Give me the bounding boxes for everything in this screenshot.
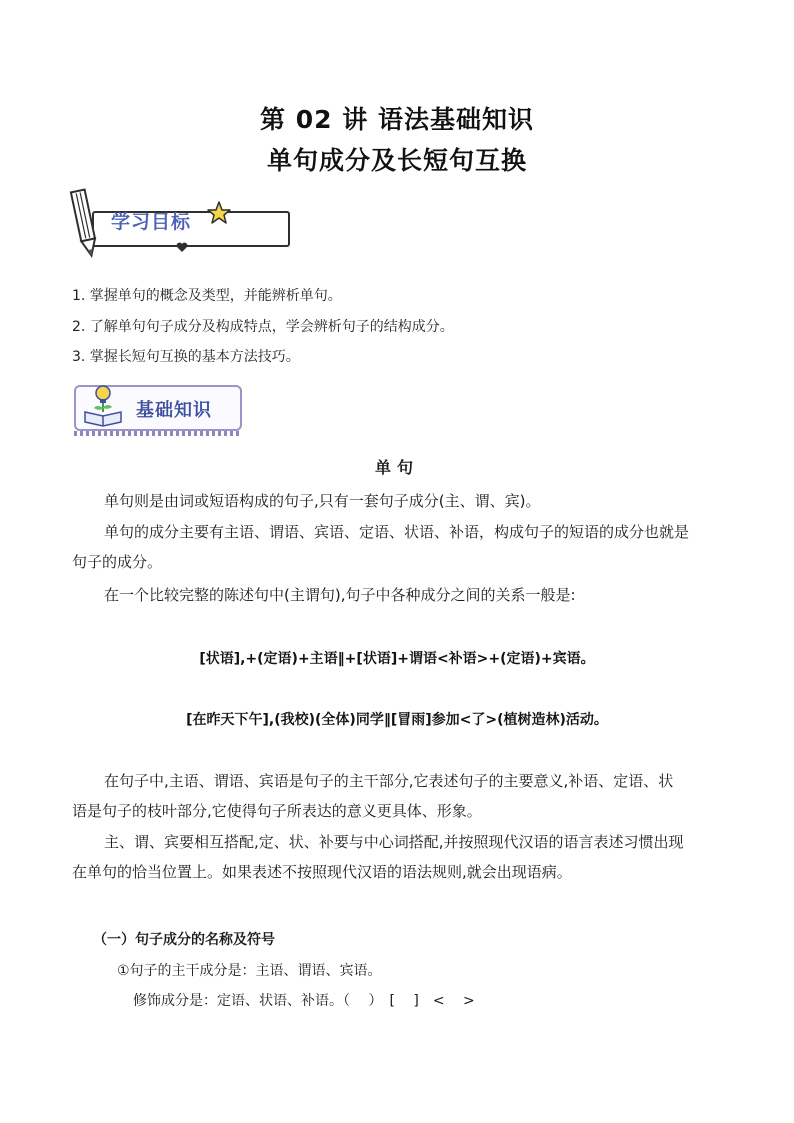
- lightbulb-book-icon: [80, 382, 126, 428]
- subsection-item: 修饰成分是：定语、状语、补语。（ ） [ ] < >: [133, 993, 475, 1009]
- learning-goals-label: 学习目标: [111, 211, 192, 233]
- sentence-structure-example: [在昨天下午],(我校)(全体)同学‖[冒雨]参加<了>(植树造林)活动。: [186, 712, 608, 728]
- subsection-item: ①句子的主干成分是：主语、谓语、宾语。: [117, 963, 382, 979]
- subsection-heading: （一）句子成分的名称及符号: [93, 932, 275, 948]
- pencil-icon: [66, 188, 106, 262]
- paragraph-1: [72, 486, 732, 516]
- heart-icon: [176, 242, 188, 253]
- paragraph-text: 在句子中,主语、谓语、宾语是句子的主干部分,它表述句子的主要意义,补语、定语、状: [104, 772, 674, 790]
- page-title-line2: 单句成分及长短句互换: [266, 146, 527, 175]
- paragraph-text: 语是句子的枝叶部分,它使得句子所表达的意义更具体、形象。: [72, 802, 482, 820]
- basic-knowledge-badge: [74, 382, 244, 438]
- section-title: 单句: [374, 458, 419, 477]
- basic-knowledge-label: 基础知识: [136, 400, 212, 421]
- paragraph-text: 在单句的恰当位置上。如果表述不按照现代汉语的语法规则,就会出现语病。: [72, 863, 572, 881]
- badge-stripe: [74, 431, 240, 436]
- learning-goals-badge: [66, 188, 236, 262]
- paragraph-text: 主、谓、宾要相互搭配,定、状、补要与中心词搭配,并按照现代汉语的语言表述习惯出现: [104, 833, 684, 851]
- paragraph-text: 单句的成分主要有主语、谓语、宾语、定语、状语、补语，构成句子的短语的成分也就是: [104, 523, 690, 541]
- paragraph-text: 在一个比较完整的陈述句中(主谓句),句子中各种成分之间的关系一般是:: [104, 586, 576, 604]
- page-title-line1: 第 02 讲 语法基础知识: [260, 105, 534, 134]
- paragraph-text: 句子的成分。: [72, 553, 163, 571]
- paragraph-2: [72, 517, 732, 577]
- paragraph-5: [72, 827, 732, 887]
- star-icon: [206, 200, 232, 226]
- paragraph-4: [72, 766, 732, 826]
- sentence-structure-formula: [状语],+(定语)+主语‖+[状语]+谓语<补语>+(定语)+宾语。: [199, 651, 595, 667]
- goal-item: 1. 掌握单句的概念及类型，并能辨析单句。: [72, 288, 342, 304]
- goal-item: 3. 掌握长短句互换的基本方法技巧。: [72, 349, 300, 365]
- paragraph-text: 单句则是由词或短语构成的句子,只有一套句子成分(主、谓、宾)。: [104, 492, 541, 510]
- goal-item: 2. 了解单句句子成分及构成特点，学会辨析句子的结构成分。: [72, 319, 454, 335]
- paragraph-3: [72, 580, 732, 610]
